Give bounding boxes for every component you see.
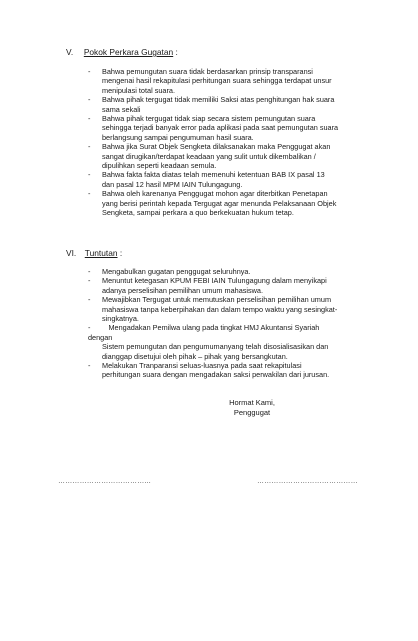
- list-item: [88, 114, 370, 142]
- item-line: dan pasal 12 hasil MPM IAIN Tulungagung.: [102, 179, 243, 189]
- item-line: sehingga terjadi banyak error pada aplikasi pada saat pemungutan suara: [102, 123, 339, 133]
- signature-line-left: ………………………………...: [58, 478, 151, 485]
- item-line: Bahwa pihak tergugat tidak memiliki Saksi atas penghitungan hak suara: [102, 95, 335, 105]
- section-6-number: VI.: [66, 248, 77, 258]
- item-line: Menuntut ketegasan KPUM FEBI IAIN Tulungagung dalam menyikapi: [102, 276, 327, 286]
- list-item: [88, 323, 370, 361]
- item-line: yang berisi perintah kepada Tergugat agar menunda Pelaksanaan Objek: [102, 198, 337, 208]
- item-line: Melakukan Tranparansi seluas-luasnya pada saat rekapitulasi: [102, 361, 302, 371]
- item-line: sangat dirugikan/terdapat keadaan yang sulit untuk dikembalikan /: [102, 151, 316, 161]
- item-line: menipulasi total suara.: [102, 85, 176, 95]
- section-6-heading: [66, 248, 122, 259]
- item-line: adanya perselisihan pemilihan umum mahasiswa.: [102, 285, 264, 295]
- item-first-text: Mengadakan Pemilwa ulang pada tingkat HMJ Akuntansi Syariah: [108, 323, 320, 333]
- item-line: berlangsung sampai pengumuman hasil suara.: [102, 132, 254, 142]
- dash-marker: -: [88, 170, 91, 180]
- dash-marker: -: [88, 267, 91, 276]
- dash-marker: -: [88, 142, 91, 152]
- list-item: [88, 276, 370, 295]
- closing-party: Penggugat: [233, 408, 271, 417]
- section-6-title: Tuntutan: [84, 248, 118, 258]
- section-6-list: [88, 267, 370, 380]
- list-item: [88, 142, 370, 170]
- section-5-number: V.: [66, 47, 74, 57]
- item-line: dipulihkan seperti keadaan semula.: [102, 161, 217, 171]
- dash-marker: -: [88, 189, 91, 199]
- list-item: [88, 170, 370, 189]
- list-item: [88, 95, 370, 114]
- dash-marker: -: [88, 323, 91, 333]
- item-first-line: [88, 323, 370, 332]
- item-line: Mengabulkan gugatan penggugat seluruhnya.: [102, 267, 251, 276]
- item-line: Bahwa jika Surat Objek Sengketa dilaksanakan maka Penggugat akan: [102, 142, 331, 152]
- dash-marker: -: [88, 361, 91, 371]
- section-5-colon: :: [173, 47, 178, 57]
- item-line: Bahwa pemungutan suara tidak berdasarkan prinsip transparansi: [102, 67, 313, 76]
- item-line: singkatnya.: [102, 314, 139, 324]
- item-line: mahasiswa tanpa keberpihakan dan dalam tempo waktu yang sesingkat-: [102, 304, 338, 314]
- item-line: dengan: [88, 332, 113, 342]
- item-line: sama sekali: [102, 104, 141, 114]
- list-item: [88, 267, 370, 276]
- dash-marker: -: [88, 114, 91, 124]
- item-line: perhitungan suara dengan mengadakan saksi perwakilan dari jurusan.: [102, 370, 330, 380]
- item-line: mengenai hasil rekapitulasi perhitungan suara sehingga terdapat unsur: [102, 76, 332, 86]
- item-line: Sistem pemungutan dan pengumumanyang telah disosialisasikan dan: [102, 342, 329, 352]
- item-line: dianggap disetujui oleh pihak – pihak yang bersangkutan.: [102, 351, 288, 361]
- item-line: Bahwa fakta fakta diatas telah memenuhi ketentuan BAB IX pasal 13: [102, 170, 325, 180]
- list-item: [88, 361, 370, 380]
- list-item: [88, 67, 370, 95]
- signature-line-right: ……………………………………: [257, 478, 358, 485]
- item-line: Bahwa oleh karenanya Penggugat mohon agar diterbitkan Penetapan: [102, 189, 328, 199]
- dash-marker: -: [88, 276, 91, 286]
- section-5-title: Pokok Perkara Gugatan: [83, 47, 174, 57]
- dash-marker: -: [88, 295, 91, 305]
- section-5-heading: [66, 47, 178, 58]
- dash-marker: -: [88, 95, 91, 105]
- list-item: [88, 295, 370, 323]
- dash-marker: -: [88, 67, 91, 76]
- item-line: Sengketa, sampai perkara a quo berkekuatan hukum tetap.: [102, 208, 294, 218]
- closing-regards: Hormat Kami,: [229, 398, 275, 407]
- item-line: Mewajibkan Tergugat untuk memutuskan perselisihan pemilihan umum: [102, 295, 332, 305]
- list-item: [88, 189, 370, 217]
- section-5-list: [88, 67, 370, 218]
- section-6-colon: :: [117, 248, 123, 258]
- item-line: Bahwa pihak tergugat tidak siap secara sistem pemungutan suara: [102, 114, 316, 124]
